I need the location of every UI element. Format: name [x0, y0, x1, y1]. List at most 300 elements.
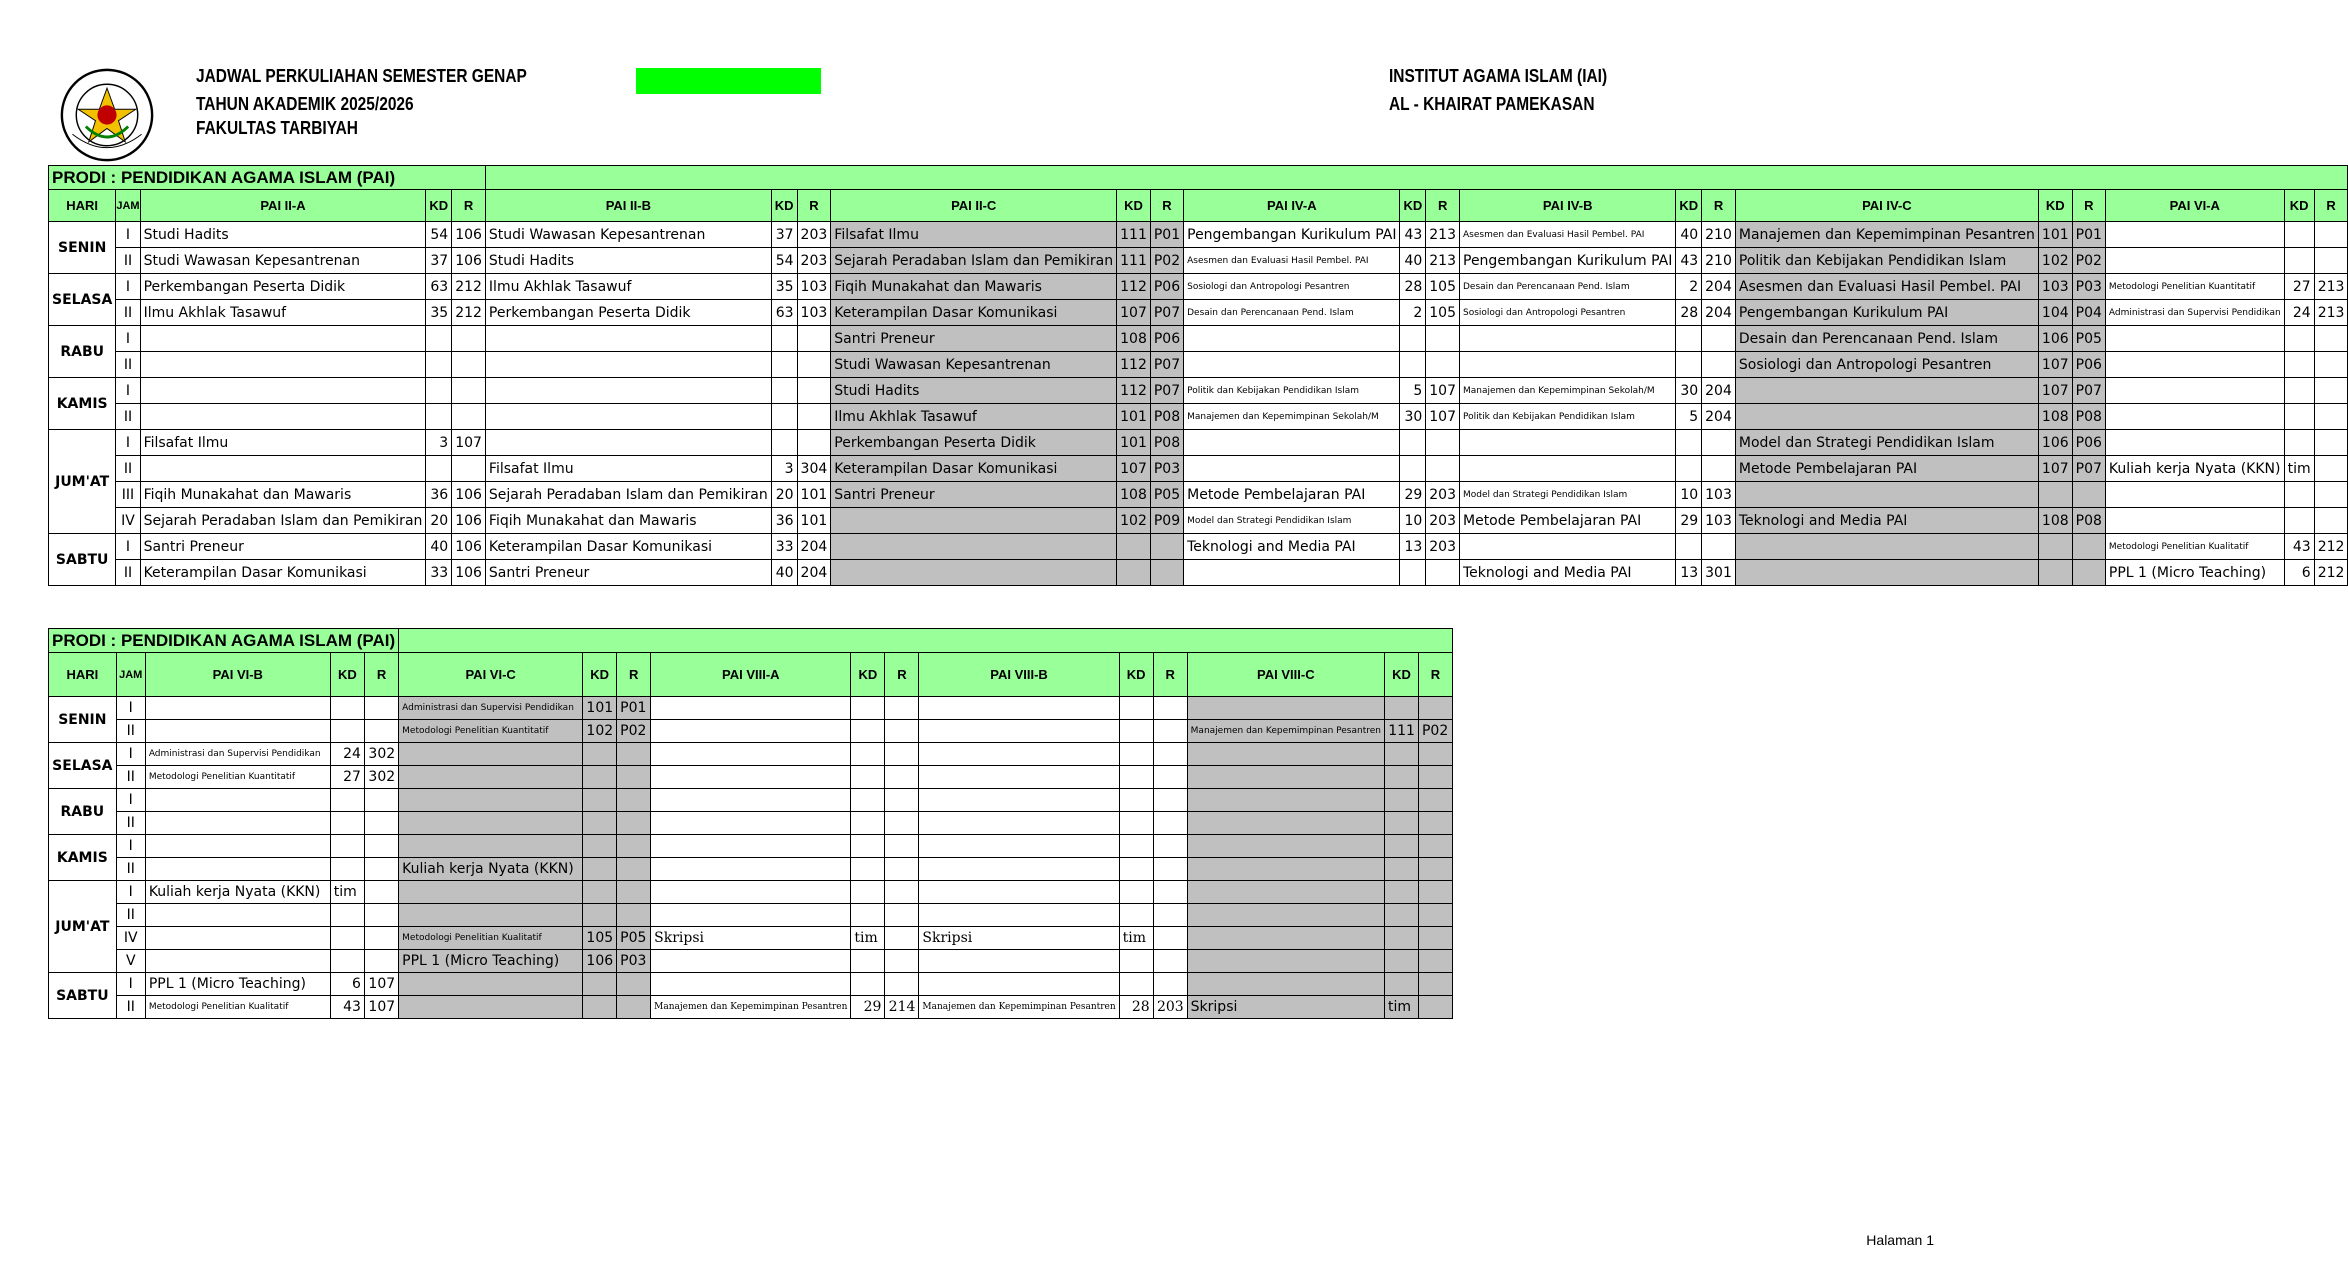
header-r: R [1418, 653, 1452, 697]
course-kd: 107 [2038, 456, 2072, 482]
course-name: Administrasi dan Supervisi Pendidikan [399, 697, 583, 720]
course-name [651, 812, 851, 835]
course-kd [583, 835, 617, 858]
course-kd: 5 [1400, 378, 1426, 404]
table-row [49, 326, 2348, 352]
course-room [2314, 352, 2348, 378]
course-room: P06 [2072, 430, 2105, 456]
course-name: Asesmen dan Evaluasi Hasil Pembel. PAI [1184, 248, 1400, 274]
course-name [1184, 430, 1400, 456]
course-room [1702, 430, 1736, 456]
course-kd [2038, 560, 2072, 586]
institution-logo [59, 67, 155, 163]
course-name: Skripsi [919, 927, 1119, 950]
course-kd [1384, 904, 1418, 927]
course-room [885, 973, 919, 996]
course-name [831, 534, 1117, 560]
course-name [919, 973, 1119, 996]
course-room: P05 [2072, 326, 2105, 352]
course-room: 212 [2314, 534, 2348, 560]
session-number: III [116, 482, 140, 508]
course-kd: 107 [2038, 352, 2072, 378]
prodi-label: PRODI : PENDIDIKAN AGAMA ISLAM (PAI) [49, 166, 486, 190]
course-name [1735, 404, 2038, 430]
course-kd: 10 [1676, 482, 1702, 508]
course-kd: 33 [771, 534, 797, 560]
course-name [1184, 456, 1400, 482]
course-kd [771, 378, 797, 404]
course-name [485, 378, 771, 404]
header-class: PAI II-A [140, 190, 426, 222]
course-kd [851, 766, 885, 789]
course-room [364, 812, 398, 835]
course-kd [1119, 973, 1153, 996]
course-name: Metodologi Penelitian Kualitatif [145, 996, 330, 1019]
course-room [885, 789, 919, 812]
course-kd: 20 [426, 508, 452, 534]
course-room [1153, 835, 1187, 858]
course-name: Manajemen dan Kepemimpinan Sekolah/M [1460, 378, 1676, 404]
course-name: Santri Preneur [140, 534, 426, 560]
course-kd [1400, 560, 1426, 586]
course-name [145, 904, 330, 927]
course-name [2105, 508, 2284, 534]
course-room [797, 352, 831, 378]
course-kd [426, 378, 452, 404]
course-room: 302 [364, 766, 398, 789]
course-kd [1117, 534, 1151, 560]
day-name: KAMIS [49, 378, 116, 430]
course-name: PPL 1 (Micro Teaching) [399, 950, 583, 973]
course-name [1735, 534, 2038, 560]
course-name [399, 904, 583, 927]
course-name [399, 812, 583, 835]
course-name: Metode Pembelajaran PAI [1460, 508, 1676, 534]
header-class: PAI VI-A [2105, 190, 2284, 222]
course-kd: tim [2284, 456, 2314, 482]
header-kd: KD [583, 653, 617, 697]
course-kd [426, 352, 452, 378]
course-kd: 2 [1400, 300, 1426, 326]
day-name: SELASA [49, 743, 117, 789]
course-name [831, 508, 1117, 534]
course-kd [1384, 697, 1418, 720]
course-kd: 107 [1117, 300, 1151, 326]
table-row [49, 743, 1453, 766]
course-name [919, 858, 1119, 881]
course-kd: 40 [771, 560, 797, 586]
course-kd [583, 973, 617, 996]
course-kd: 2 [1676, 274, 1702, 300]
course-kd: 24 [330, 743, 364, 766]
course-kd: 43 [330, 996, 364, 1019]
course-name: Desain dan Perencanaan Pend. Islam [1184, 300, 1400, 326]
course-room [2072, 534, 2105, 560]
course-kd: 101 [1117, 430, 1151, 456]
course-name: Politik dan Kebijakan Pendidikan Islam [1735, 248, 2038, 274]
course-room [1153, 743, 1187, 766]
course-name [651, 743, 851, 766]
course-name: Asesmen dan Evaluasi Hasil Pembel. PAI [1735, 274, 2038, 300]
course-kd: tim [851, 927, 885, 950]
course-room: 203 [797, 222, 831, 248]
course-kd [851, 950, 885, 973]
table-row [49, 720, 1453, 743]
course-name [1187, 743, 1384, 766]
course-kd: 40 [1676, 222, 1702, 248]
course-room: 101 [797, 482, 831, 508]
course-name [140, 404, 426, 430]
course-kd [1119, 720, 1153, 743]
course-room: P08 [2072, 508, 2105, 534]
course-room: 204 [1702, 378, 1736, 404]
course-room [1418, 950, 1452, 973]
course-name: Studi Wawasan Kepesantrenan [140, 248, 426, 274]
course-room: 203 [1153, 996, 1187, 1019]
course-kd [1119, 950, 1153, 973]
course-name [651, 904, 851, 927]
course-kd [2284, 378, 2314, 404]
course-kd: 102 [1117, 508, 1151, 534]
course-room: P06 [2072, 352, 2105, 378]
course-kd: 104 [2038, 300, 2072, 326]
course-name: Filsafat Ilmu [485, 456, 771, 482]
course-name: Teknologi and Media PAI [1460, 560, 1676, 586]
course-kd [1384, 766, 1418, 789]
course-room [364, 927, 398, 950]
course-room [2072, 482, 2105, 508]
course-room: 302 [364, 743, 398, 766]
course-name [1187, 812, 1384, 835]
course-kd: 40 [426, 534, 452, 560]
header-class: PAI IV-B [1460, 190, 1676, 222]
course-name [140, 326, 426, 352]
course-kd [1119, 881, 1153, 904]
day-name: SABTU [49, 534, 116, 586]
course-name [919, 766, 1119, 789]
header-kd: KD [771, 190, 797, 222]
course-kd: 108 [2038, 508, 2072, 534]
course-room [1702, 326, 1736, 352]
course-kd [1384, 858, 1418, 881]
day-name: RABU [49, 789, 117, 835]
course-name [1460, 534, 1676, 560]
course-kd [1676, 456, 1702, 482]
course-name: Kuliah kerja Nyata (KKN) [145, 881, 330, 904]
course-kd [771, 326, 797, 352]
course-room: 213 [2314, 300, 2348, 326]
course-kd [330, 720, 364, 743]
day-name: KAMIS [49, 835, 117, 881]
header-jam: JAM [116, 653, 145, 697]
course-kd: 54 [426, 222, 452, 248]
header-r: R [885, 653, 919, 697]
course-name: Ilmu Akhlak Tasawuf [485, 274, 771, 300]
course-kd [1119, 766, 1153, 789]
session-number: I [116, 835, 145, 858]
course-name [919, 881, 1119, 904]
table-row [49, 248, 2348, 274]
course-name [1184, 560, 1400, 586]
course-kd: tim [1119, 927, 1153, 950]
course-name [1184, 326, 1400, 352]
green-highlight-bar [636, 68, 821, 94]
table-row [49, 352, 2348, 378]
course-kd: 27 [2284, 274, 2314, 300]
course-name [1187, 858, 1384, 881]
course-room [797, 430, 831, 456]
course-kd: 106 [2038, 430, 2072, 456]
course-room [2314, 430, 2348, 456]
course-name [919, 789, 1119, 812]
course-kd: 112 [1117, 352, 1151, 378]
course-room [364, 881, 398, 904]
course-room: 204 [1702, 300, 1736, 326]
course-room: 301 [1702, 560, 1736, 586]
course-name [145, 720, 330, 743]
course-kd [771, 352, 797, 378]
course-room: P01 [2072, 222, 2105, 248]
course-name [2105, 222, 2284, 248]
table-row [49, 812, 1453, 835]
course-room [452, 326, 486, 352]
course-name [485, 352, 771, 378]
course-name: Sosiologi dan Antropologi Pesantren [1184, 274, 1400, 300]
course-name: Studi Wawasan Kepesantrenan [831, 352, 1117, 378]
course-kd: 3 [771, 456, 797, 482]
course-name [1735, 482, 2038, 508]
course-name [919, 950, 1119, 973]
course-room: 203 [1426, 508, 1460, 534]
course-name: Ilmu Akhlak Tasawuf [140, 300, 426, 326]
course-name: Model dan Strategi Pendidikan Islam [1184, 508, 1400, 534]
course-kd [851, 973, 885, 996]
course-room [1153, 697, 1187, 720]
course-kd [1119, 697, 1153, 720]
course-room: P05 [617, 927, 651, 950]
course-room [885, 858, 919, 881]
course-name [1460, 430, 1676, 456]
course-kd: 107 [1117, 456, 1151, 482]
course-kd: 3 [426, 430, 452, 456]
course-room: P03 [1150, 456, 1183, 482]
course-kd [2284, 508, 2314, 534]
course-room: 304 [797, 456, 831, 482]
header-class: PAI VIII-B [919, 653, 1119, 697]
course-room [364, 697, 398, 720]
course-kd [330, 789, 364, 812]
course-name [651, 973, 851, 996]
course-kd: 103 [2038, 274, 2072, 300]
course-kd [1119, 835, 1153, 858]
course-name: Santri Preneur [485, 560, 771, 586]
course-room: 213 [1426, 222, 1460, 248]
table-row [49, 404, 2348, 430]
course-name: Fiqih Munakahat dan Mawaris [140, 482, 426, 508]
course-name: Filsafat Ilmu [140, 430, 426, 456]
header-kd: KD [426, 190, 452, 222]
academic-year: TAHUN AKADEMIK 2025/2026 [196, 94, 414, 114]
header-r: R [617, 653, 651, 697]
header-class: PAI II-B [485, 190, 771, 222]
course-kd [583, 766, 617, 789]
course-name [651, 950, 851, 973]
course-kd: 63 [771, 300, 797, 326]
course-name: Metodologi Penelitian Kualitatif [399, 927, 583, 950]
course-name: Teknologi and Media PAI [1735, 508, 2038, 534]
course-name [2105, 404, 2284, 430]
schedule-table-1 [48, 165, 2348, 586]
course-kd [851, 789, 885, 812]
course-kd [851, 720, 885, 743]
course-kd: 13 [1676, 560, 1702, 586]
course-name: Model dan Strategi Pendidikan Islam [1735, 430, 2038, 456]
table-row [49, 697, 1453, 720]
course-name: Sosiologi dan Antropologi Pesantren [1735, 352, 2038, 378]
course-name [1187, 950, 1384, 973]
course-kd [1400, 352, 1426, 378]
course-kd: 106 [2038, 326, 2072, 352]
table-row [49, 560, 2348, 586]
course-name [1735, 560, 2038, 586]
schedule-title: JADWAL PERKULIAHAN SEMESTER GENAP [196, 66, 527, 86]
page-number: Halaman 1 [1866, 1232, 1934, 1248]
course-room [1418, 812, 1452, 835]
course-kd: tim [330, 881, 364, 904]
course-kd: 101 [1117, 404, 1151, 430]
course-name [145, 835, 330, 858]
course-room: 212 [452, 274, 486, 300]
course-name: Manajemen dan Kepemimpinan Pesantren [919, 996, 1119, 1019]
course-kd [2038, 534, 2072, 560]
course-room [364, 720, 398, 743]
course-room: 103 [797, 300, 831, 326]
course-kd: 27 [330, 766, 364, 789]
course-name [1187, 766, 1384, 789]
course-name: Perkembangan Peserta Didik [485, 300, 771, 326]
course-kd: 30 [1400, 404, 1426, 430]
course-name [399, 766, 583, 789]
course-name: Fiqih Munakahat dan Mawaris [831, 274, 1117, 300]
table-row [49, 482, 2348, 508]
course-kd [583, 858, 617, 881]
course-kd [1384, 812, 1418, 835]
course-room [364, 789, 398, 812]
header-r: R [1426, 190, 1460, 222]
course-name: Manajemen dan Kepemimpinan Pesantren [1187, 720, 1384, 743]
course-kd: 108 [2038, 404, 2072, 430]
course-name: Manajemen dan Kepemimpinan Pesantren [1735, 222, 2038, 248]
course-room [617, 858, 651, 881]
course-kd [2038, 482, 2072, 508]
course-room: P07 [2072, 378, 2105, 404]
course-name [919, 743, 1119, 766]
course-kd [1119, 743, 1153, 766]
course-room: P04 [2072, 300, 2105, 326]
course-kd [1384, 881, 1418, 904]
course-kd: 10 [1400, 508, 1426, 534]
session-number: II [116, 996, 145, 1019]
table-row [49, 950, 1453, 973]
course-kd: 29 [1400, 482, 1426, 508]
course-kd: 36 [771, 508, 797, 534]
course-name: Administrasi dan Supervisi Pendidikan [145, 743, 330, 766]
course-name [485, 326, 771, 352]
course-name [145, 697, 330, 720]
header-kd: KD [330, 653, 364, 697]
course-name [485, 430, 771, 456]
course-kd [2284, 430, 2314, 456]
header-r: R [364, 653, 398, 697]
course-kd [1400, 456, 1426, 482]
course-name [651, 720, 851, 743]
course-room: 103 [1702, 482, 1736, 508]
course-room [1426, 560, 1460, 586]
course-room [1418, 996, 1452, 1019]
course-name [145, 950, 330, 973]
session-number: I [116, 697, 145, 720]
course-name [2105, 326, 2284, 352]
course-room [885, 743, 919, 766]
course-name: Ilmu Akhlak Tasawuf [831, 404, 1117, 430]
header-class: PAI VIII-A [651, 653, 851, 697]
course-kd [330, 812, 364, 835]
course-kd [851, 743, 885, 766]
course-room: P02 [1418, 720, 1452, 743]
course-name: Sejarah Peradaban Islam dan Pemikiran [140, 508, 426, 534]
session-number: II [116, 858, 145, 881]
course-kd: 37 [426, 248, 452, 274]
course-name: Sosiologi dan Antropologi Pesantren [1460, 300, 1676, 326]
course-room [1153, 812, 1187, 835]
course-room [364, 950, 398, 973]
header-kd: KD [1400, 190, 1426, 222]
session-number: I [116, 326, 140, 352]
course-kd [1119, 858, 1153, 881]
course-room: 203 [1426, 482, 1460, 508]
course-kd [1119, 904, 1153, 927]
table-row [49, 430, 2348, 456]
course-room: 107 [452, 430, 486, 456]
course-kd [851, 835, 885, 858]
course-kd: 35 [771, 274, 797, 300]
session-number: I [116, 743, 145, 766]
course-room [1150, 560, 1183, 586]
course-kd [2284, 222, 2314, 248]
course-room: 212 [452, 300, 486, 326]
prodi-row-fill [485, 166, 2348, 190]
session-number: V [116, 950, 145, 973]
course-kd [426, 456, 452, 482]
course-kd [583, 904, 617, 927]
course-room [1153, 973, 1187, 996]
course-name: Politik dan Kebijakan Pendidikan Islam [1460, 404, 1676, 430]
course-room: 214 [885, 996, 919, 1019]
course-kd: 29 [851, 996, 885, 1019]
course-room: 107 [364, 996, 398, 1019]
course-name [145, 858, 330, 881]
course-name: Filsafat Ilmu [831, 222, 1117, 248]
course-name [1735, 378, 2038, 404]
course-kd [1400, 430, 1426, 456]
course-room [364, 835, 398, 858]
course-name [140, 352, 426, 378]
header-r: R [1150, 190, 1183, 222]
course-room [617, 789, 651, 812]
course-room [617, 812, 651, 835]
course-name [2105, 352, 2284, 378]
header-kd: KD [851, 653, 885, 697]
